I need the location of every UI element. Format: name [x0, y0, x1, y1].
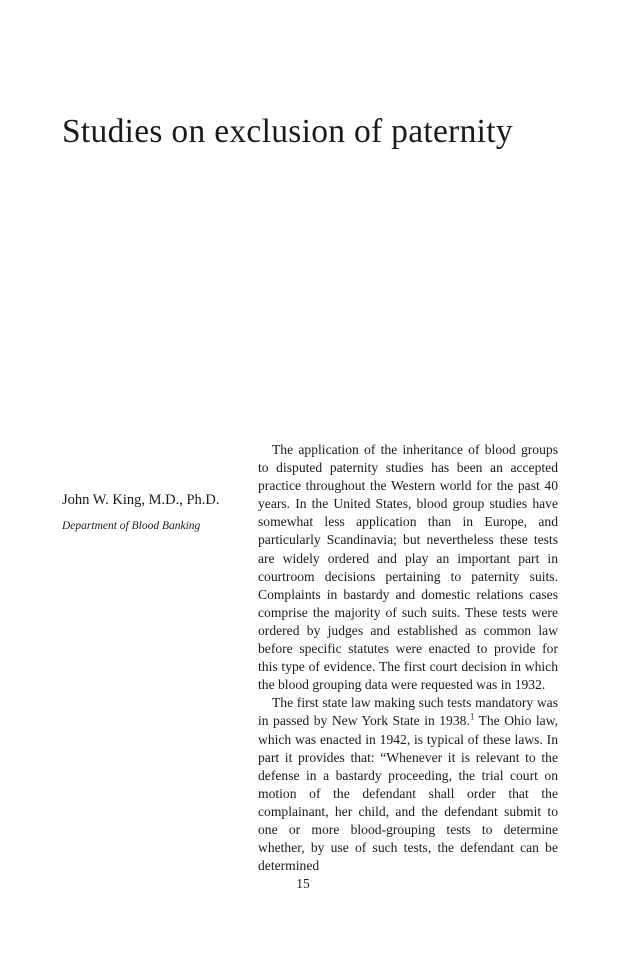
footnote-reference: 1 — [469, 711, 475, 722]
body-paragraph-2-text-a: The first state law making such tests mandatory was in passed by New York State in 1938. — [258, 695, 558, 729]
page-number: 15 — [296, 876, 310, 891]
body-paragraph-1: The application of the inheritance of blood groups to disputed paternity studies has been an accepted practice throughout the Western world for the past 40 years. In the United States, blood group studies have somewhat less application than in Europe, and particularly Scandinavia; but nevertheless these tests are widely ordered and play an important part in courtroom decisions pertaining to paternity suits. Complaints in bastardy and domestic relations cases comprise the majority of such suits. These tests were ordered by judges and established as common law before specific statutes were enacted to provide for this type of evidence. The first court decision in which the blood grouping data were requested was in 1932. — [258, 442, 558, 693]
author-name: John W. King, M.D., Ph.D. — [62, 492, 220, 508]
article-title: Studies on exclusion of paternity — [62, 113, 513, 150]
author-block — [62, 490, 242, 534]
body-paragraph-2 — [258, 694, 558, 875]
body-paragraph-2-text-b: The Ohio law, which was enacted in 1942, is typical of these laws. In part it provides that: “Whenever it is relevant to the defense in a bastardy proceeding, the trial court on motion of the defendant shall order that the complainant, her child, and the defendant submit to one or more blood-grouping tests to determine whether, by use of such tests, the defendant can be determined — [258, 713, 558, 874]
body-text-column — [258, 441, 558, 875]
author-department: Department of Blood Banking — [62, 520, 201, 532]
